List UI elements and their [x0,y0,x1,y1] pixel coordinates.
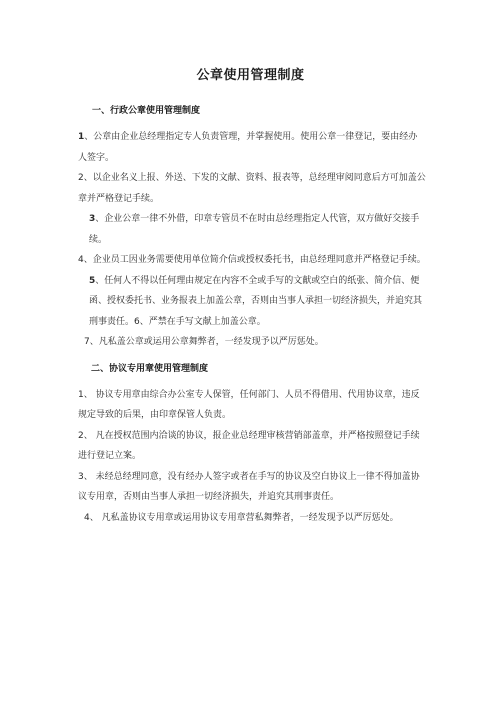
item-text: 、任何人不得以任何理由规定在内容不全或手写的文献或空白的纸张、简介信、便函、授权委托书、业务报表上加盖公章，否则由当事人承担一切经济损失，并追究其刑事责任。6、严禁在手写文献上加盖公章。 [89,275,423,327]
item-text: 7、凡私盖公章或运用公章舞弊者，一经发现予以严厉惩处。 [84,337,324,347]
paragraph [75,385,426,426]
paragraph [75,426,426,467]
paragraph [75,209,426,250]
item-number: 3 [89,214,96,224]
item-text: 4、企业员工因业务需要使用单位简介信或授权委托书，由总经理同意并严格登记手续。 [78,255,426,265]
paragraph [75,508,426,529]
item-text: 3、 未经总经理同意，没有经办人签字或者在手写的协议及空白协议上一律不得加盖协议专用章，否则由当事人承担一切经济损失，并追究其刑事责任。 [78,471,420,502]
paragraph [75,250,426,271]
paragraph [75,467,426,508]
item-text: 4、 凡私盖协议专用章或运用协议专用章营私舞弊者，一经发现予以严厉惩处。 [84,512,399,523]
paragraph [75,168,426,209]
item-number: 5 [89,275,96,286]
item-text: 2、以企业名义上报、外送、下发的文献、资料、报表等，总经理审阅同意后方可加盖公章并严格登记手续。 [78,173,426,204]
paragraph [75,271,426,333]
item-text: 2、 凡在授权范围内洽谈的协议，报企业总经理审核营销部盖章，并严格按照登记手续进行登记立案。 [78,430,420,461]
section-heading-administrative-seal: 一、行政公章使用管理制度 [92,106,201,116]
section-heading-contract-seal: 二、协议专用章使用管理制度 [91,363,209,374]
paragraph [75,332,426,353]
item-text: 、公章由企业总经理指定专人负责管理，并掌握使用。使用公章一律登记，要由经办人签字。 [78,132,418,163]
document-title: 公章使用管理制度 [196,68,305,83]
item-number: 1 [78,132,85,142]
item-text: 1、 协议专用章由综合办公室专人保管，任何部门、人员不得借用、代用协议章，违反规定导致的后果，由印章保管人负责。 [78,389,420,420]
item-text: 、企业公章一律不外借，印章专管员不在时由总经理指定人代管，双方做好交接手续。 [89,214,420,245]
paragraph [75,127,426,168]
